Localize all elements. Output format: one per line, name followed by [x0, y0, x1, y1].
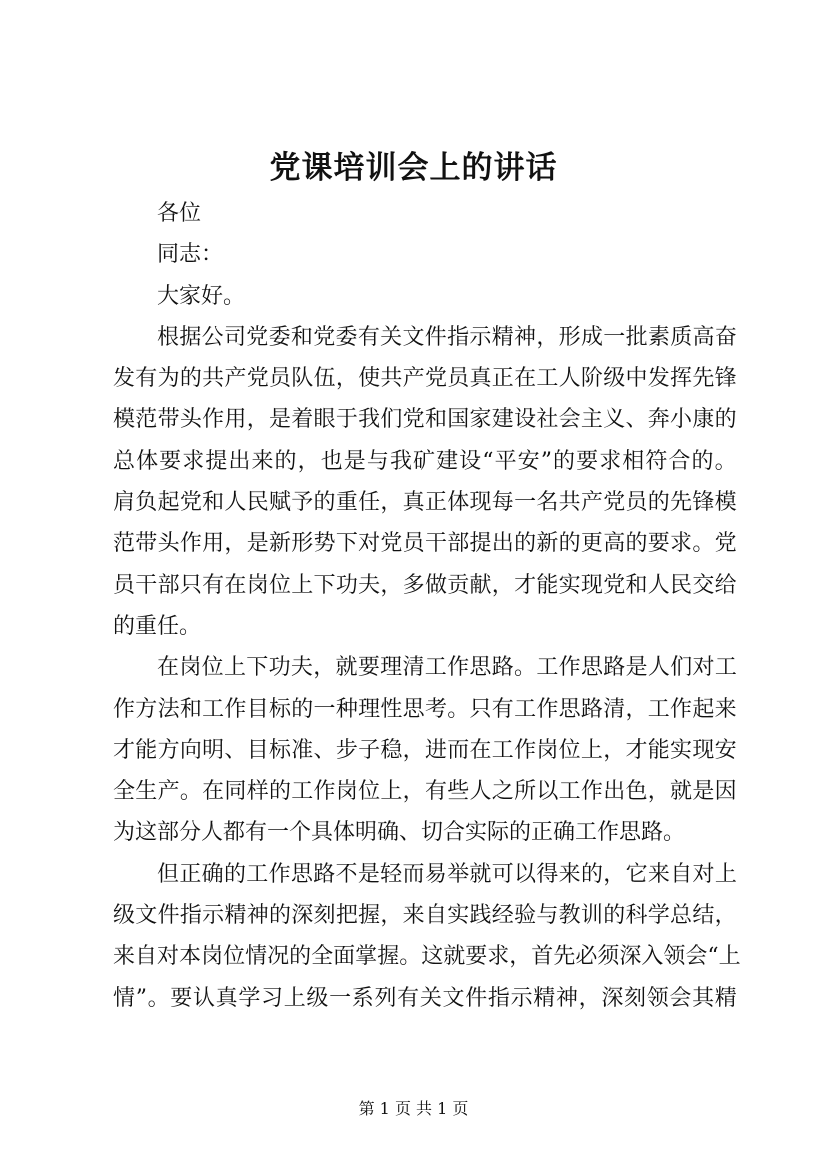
- body-line: 大家好。: [157, 283, 246, 309]
- body-line: 级 文 件 指 示 精 神 的 深 刻 把 握 ， 来 自 实 践 经 验 与 教 训 的 科 学 总 结 ，: [113, 903, 737, 929]
- body-line: 在 岗 位 上 下 功 夫 ， 就 要 理 清 工 作 思 路 。 工 作 思 路 是 人 们 对 工: [157, 655, 737, 681]
- body-line: 为这部分人都有一个具体明确、切合实际的正确工作思路。: [113, 820, 686, 846]
- body-line: 各位: [157, 201, 202, 226]
- body-line: 总 体 要 求 提 出 来 的 ， 也 是 与 我 矿 建 设 “ 平 安 ” 的 要 求 相 符 合 的 。: [113, 448, 737, 474]
- page-footer: 第 1 页 共 1 页: [358, 1099, 469, 1118]
- body-line: 全 生 产 。 在 同 样 的 工 作 岗 位 上 ， 有 些 人 之 所 以 工 作 出 色 ， 就 是 因: [113, 779, 737, 805]
- body-line: 才 能 方 向 明 、 目 标 准 、 步 子 稳 ， 进 而 在 工 作 岗 位 上 ， 才 能 实 现 安: [113, 737, 737, 763]
- body-line: 范 带 头 作 用 ， 是 新 形 势 下 对 党 员 干 部 提 出 的 新 的 更 高 的 要 求 。 党: [113, 531, 737, 557]
- body-line: 模 范 带 头 作 用 ， 是 着 眼 于 我 们 党 和 国 家 建 设 社 会 主 义 、 奔 小 康 的: [113, 407, 737, 433]
- body-line: 但 正 确 的 工 作 思 路 不 是 轻 而 易 举 就 可 以 得 来 的 ， 它 来 自 对 上: [157, 861, 737, 887]
- document-body: [113, 193, 741, 1019]
- body-line: 员 干 部 只 有 在 岗 位 上 下 功 夫 ， 多 做 贡 献 ， 才 能 实 现 党 和 人 民 交 给: [113, 572, 737, 598]
- body-line: 的重任。: [113, 613, 202, 639]
- body-line: 情 ” 。 要 认 真 学 习 上 级 一 系 列 有 关 文 件 指 示 精 神 ， 深 刻 领 会 其 精: [113, 985, 737, 1011]
- body-line: 根 据 公 司 党 委 和 党 委 有 关 文 件 指 示 精 神 ， 形 成 一 批 素 质 高 奋: [157, 324, 737, 350]
- body-line: 作 方 法 和 工 作 目 标 的 一 种 理 性 思 考 。 只 有 工 作 思 路 清 ， 工 作 起 来: [113, 696, 737, 722]
- body-line: 肩 负 起 党 和 人 民 赋 予 的 重 任 ， 真 正 体 现 每 一 名 共 产 党 员 的 先 锋 模: [113, 490, 737, 516]
- body-line: 发 有 为 的 共 产 党 员 队 伍 ， 使 共 产 党 员 真 正 在 工 人 阶 级 中 发 挥 先 锋: [113, 366, 737, 392]
- document-title: 党课培训会上的讲话: [269, 150, 558, 186]
- body-line: 来 自 对 本 岗 位 情 况 的 全 面 掌 握 。 这 就 要 求 ， 首 先 必 须 深 入 领 会 “ 上: [113, 944, 741, 970]
- body-line: 同志：: [157, 242, 224, 268]
